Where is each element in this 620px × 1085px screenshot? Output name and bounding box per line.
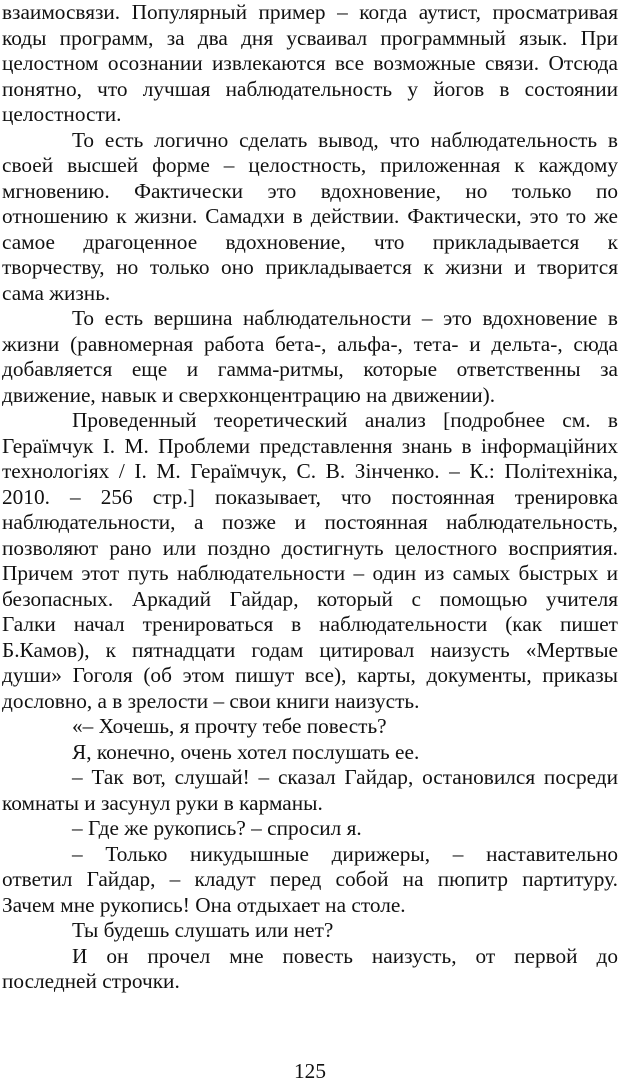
- text-line: своей высшей форме – целостность, приложенная к каждому: [2, 153, 618, 177]
- text-line: Гераїмчук І. М. Проблеми представлення знань в інформаційних: [2, 433, 618, 458]
- text-line: наблюдательности, а позже и постоянная наблюдательность,: [2, 510, 618, 534]
- text-line: сама жизнь.: [2, 280, 111, 305]
- text-line: жизни (равномерная работа бета-, альфа-, тета- и дельта-, сюда: [2, 331, 618, 356]
- text-line: комнаты и засунул руки в карманы.: [2, 790, 323, 815]
- text-line: движение, навык и сверхконцентрацию на движении).: [2, 382, 496, 407]
- text-line: И он прочел мне повесть наизусть, от первой до: [72, 943, 618, 968]
- text-line: 2010. – 256 стр.] показывает, что постоянная тренировка: [2, 484, 618, 509]
- text-line: Б.Камов), к пятнадцати годам цитировал наизусть «Мертвые: [2, 637, 618, 662]
- text-line: Причем этот путь наблюдательности – один из самых быстрых и: [2, 561, 618, 585]
- text-line: добавляется еще и гамма-ритмы, которые ответственны за: [2, 357, 618, 381]
- text-line: творчеству, но только оно прикладывается к жизни и творится: [2, 255, 618, 279]
- text-line: коды программ, за два дня усваивал программный язык. При: [2, 25, 618, 50]
- text-line: Проведенный теоретический анализ [подробнее см. в: [72, 408, 618, 432]
- page-number: 125: [294, 1059, 326, 1083]
- text-line: То есть логично сделать вывод, что наблюдательность в: [72, 127, 618, 152]
- text-line: – Так вот, слушай! – сказал Гайдар, остановился посреди: [72, 765, 618, 789]
- text-line: мгновению. Фактически это вдохновение, но только по: [2, 178, 618, 203]
- text-line: отношению к жизни. Самадхи в действии. Фактически, это то же: [2, 204, 618, 228]
- text-line: дословно, а в зрелости – свои книги наизусть.: [2, 688, 420, 713]
- text-line: То есть вершина наблюдательности – это вдохновение в: [72, 306, 618, 330]
- text-line: взаимосвязи. Популярный пример – когда аутист, просматривая: [2, 0, 618, 24]
- text-line: души» Гоголя (об этом пишут все), карты, документы, приказы: [2, 663, 618, 687]
- body-text: [2, 0, 618, 995]
- text-line: позволяют рано или поздно достигнуть целостного восприятия.: [2, 535, 618, 560]
- text-line: Я, конечно, очень хотел послушать ее.: [72, 739, 420, 764]
- text-line: Ты будешь слушать или нет?: [72, 918, 334, 942]
- text-line: целостном осознании извлекаются все возможные связи. Отсюда: [2, 51, 618, 75]
- text-line: безопасных. Аркадий Гайдар, который с помощью учителя: [2, 586, 618, 611]
- text-line: понятно, что лучшая наблюдательность у йогов в состоянии: [2, 76, 618, 101]
- text-line: – Где же рукопись? – спросил я.: [72, 816, 362, 840]
- text-line: – Только никудышные дирижеры, – наставительно: [72, 841, 618, 866]
- text-line: Зачем мне рукопись! Она отдыхает на столе.: [2, 892, 406, 917]
- text-line: целостности.: [2, 102, 122, 126]
- text-line: последней строчки.: [2, 969, 180, 993]
- text-line: самое драгоценное вдохновение, что прикладывается к: [2, 229, 618, 254]
- text-line: Галки начал тренироваться в наблюдательности (как пишет: [2, 612, 618, 636]
- text-line: ответил Гайдар, – кладут перед собой на пюпитр партитуру.: [2, 867, 618, 891]
- text-line: технологіях / І. М. Гераїмчук, С. В. Зінченко. – К.: Політехніка,: [2, 459, 618, 483]
- text-line: «– Хочешь, я прочту тебе повесть?: [72, 714, 387, 738]
